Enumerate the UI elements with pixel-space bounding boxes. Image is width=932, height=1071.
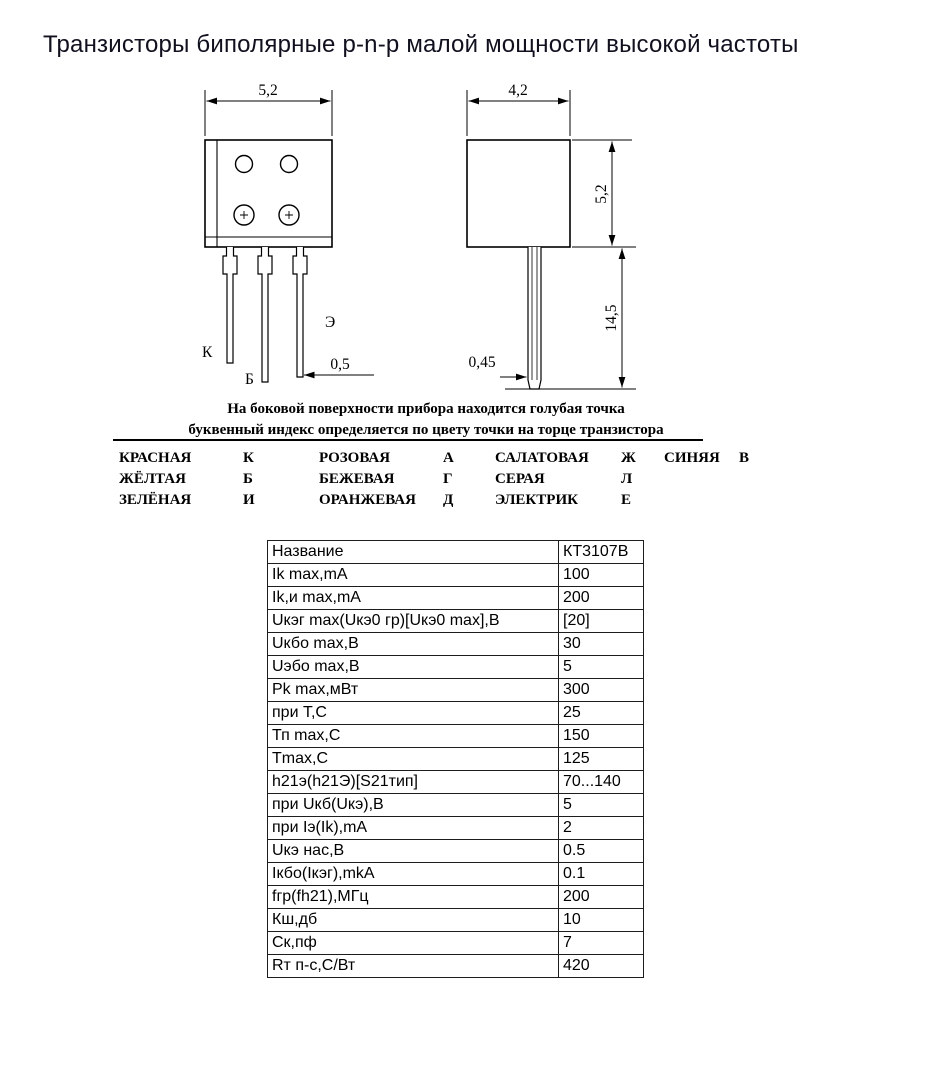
table-row xyxy=(268,564,644,587)
param-value: 0.1 xyxy=(559,863,644,886)
param-name: fгр(fh21),МГц xyxy=(268,886,559,909)
param-name: при Uкб(Uкэ),В xyxy=(268,794,559,817)
front-view-outline xyxy=(205,90,374,382)
param-name: Pk max,мВт xyxy=(268,679,559,702)
color-letter: Г xyxy=(443,471,453,487)
page-title: Транзисторы биполярные p-n-p малой мощности высокой частоты xyxy=(43,31,799,58)
param-value: 200 xyxy=(559,587,644,610)
param-name: Iкбо(Iкэг),mkA xyxy=(268,863,559,886)
table-row xyxy=(268,679,644,702)
param-value: 5 xyxy=(559,656,644,679)
table-row xyxy=(268,932,644,955)
marking-note-line-1: На боковой поверхности прибора находится голубая точка xyxy=(227,401,625,417)
param-value: 200 xyxy=(559,886,644,909)
front-width-dim-label: 5,2 xyxy=(258,82,278,99)
color-letter: Е xyxy=(621,492,632,508)
table-row xyxy=(268,863,644,886)
color-letter: Б xyxy=(243,471,253,487)
color-name: БЕЖЕВАЯ xyxy=(319,471,395,487)
param-value: 10 xyxy=(559,909,644,932)
color-name: САЛАТОВАЯ xyxy=(495,450,589,466)
table-row xyxy=(268,633,644,656)
param-name: h21э(h21Э)[S21тип] xyxy=(268,771,559,794)
param-name: Ik max,mA xyxy=(268,564,559,587)
table-row xyxy=(268,702,644,725)
table-row xyxy=(268,541,644,564)
marking-note xyxy=(0,399,852,441)
param-value: 0.5 xyxy=(559,840,644,863)
pin-e-label: Э xyxy=(325,314,336,331)
color-name: ЭЛЕКТРИК xyxy=(495,492,578,508)
table-row xyxy=(268,610,644,633)
color-letter: Л xyxy=(621,471,633,487)
param-name: при Т,С xyxy=(268,702,559,725)
pin-k-label: К xyxy=(202,344,213,361)
param-name: Rт п-с,С/Вт xyxy=(268,955,559,978)
param-value: 2 xyxy=(559,817,644,840)
color-letter xyxy=(739,471,779,492)
param-value: 30 xyxy=(559,633,644,656)
side-height-dim-label: 5,2 xyxy=(593,184,610,204)
table-row xyxy=(268,656,644,679)
color-letter: Д xyxy=(443,492,454,508)
table-row xyxy=(268,955,644,978)
color-letter xyxy=(739,492,779,513)
color-name xyxy=(664,471,739,492)
color-letter: И xyxy=(243,492,255,508)
color-name xyxy=(664,492,739,513)
parameters-table xyxy=(267,540,644,978)
front-lead-dim-label: 0,5 xyxy=(330,356,350,373)
side-lead-length-dim-label: 14,5 xyxy=(603,304,620,332)
color-name: ОРАНЖЕВАЯ xyxy=(319,492,416,508)
pin-b-label: Б xyxy=(245,371,254,388)
color-name: КРАСНАЯ xyxy=(119,450,192,466)
table-row xyxy=(268,817,644,840)
table-row xyxy=(268,794,644,817)
table-row xyxy=(268,909,644,932)
param-name: Uкбо max,В xyxy=(268,633,559,656)
color-name: СЕРАЯ xyxy=(495,471,545,487)
color-letter: Ж xyxy=(621,450,636,466)
front-view-labels xyxy=(202,82,350,388)
param-value: 70...140 xyxy=(559,771,644,794)
param-value: 25 xyxy=(559,702,644,725)
param-value: 420 xyxy=(559,955,644,978)
table-row xyxy=(268,886,644,909)
color-code-table xyxy=(119,450,779,513)
table-row xyxy=(268,840,644,863)
param-value: 7 xyxy=(559,932,644,955)
param-value: КТ3107В xyxy=(559,541,644,564)
param-name: Tmax,С xyxy=(268,748,559,771)
color-name: СИНЯЯ xyxy=(664,450,720,466)
side-view-outline xyxy=(467,90,636,389)
param-value: [20] xyxy=(559,610,644,633)
side-view-labels xyxy=(468,82,620,371)
side-width-dim-label: 4,2 xyxy=(508,82,528,99)
param-name: Uэбо max,В xyxy=(268,656,559,679)
param-name: Кш,дб xyxy=(268,909,559,932)
color-letter: А xyxy=(443,450,454,466)
color-name: РОЗОВАЯ xyxy=(319,450,391,466)
param-name: Название xyxy=(268,541,559,564)
color-letter: В xyxy=(739,450,750,466)
table-row xyxy=(268,748,644,771)
param-name: Ik,и max,mA xyxy=(268,587,559,610)
param-name: Uкэг max(Uкэ0 гр)[Uкэ0 max],В xyxy=(268,610,559,633)
table-row xyxy=(268,725,644,748)
table-row xyxy=(268,587,644,610)
param-name: Uкэ нас,В xyxy=(268,840,559,863)
param-value: 5 xyxy=(559,794,644,817)
param-name: Ск,пф xyxy=(268,932,559,955)
divider-line xyxy=(113,439,703,441)
marking-note-line-2: буквенный индекс определяется по цвету точки на торце транзистора xyxy=(188,422,664,438)
param-value: 300 xyxy=(559,679,644,702)
side-lead-width-dim-label: 0,45 xyxy=(468,354,496,371)
color-name: ЖЁЛТАЯ xyxy=(119,471,186,487)
package-drawings xyxy=(0,76,932,398)
table-row xyxy=(268,771,644,794)
param-name: Тп max,С xyxy=(268,725,559,748)
param-value: 100 xyxy=(559,564,644,587)
color-letter: К xyxy=(243,450,254,466)
color-name: ЗЕЛЁНАЯ xyxy=(119,492,192,508)
param-value: 150 xyxy=(559,725,644,748)
param-value: 125 xyxy=(559,748,644,771)
param-name: при Iэ(Ik),mA xyxy=(268,817,559,840)
